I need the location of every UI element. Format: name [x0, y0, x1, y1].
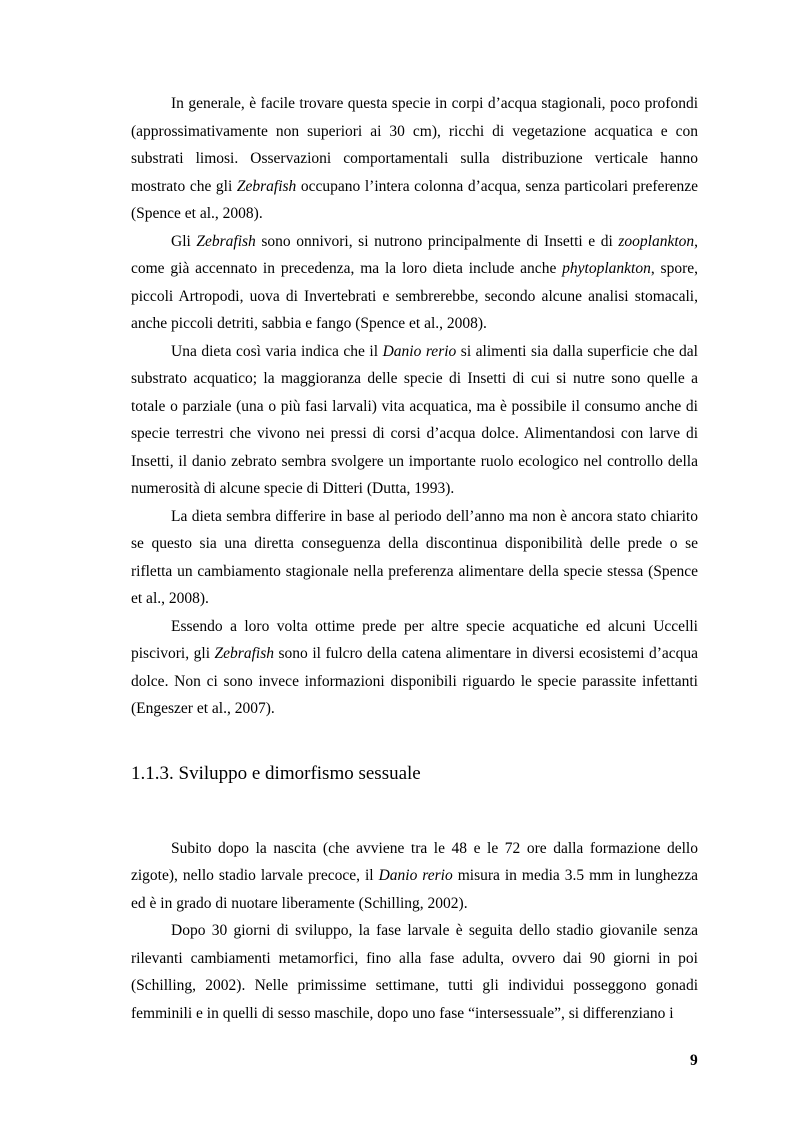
italic-term: phytoplankton: [562, 260, 651, 277]
italic-term: Zebrafish: [196, 232, 256, 250]
paragraph: [131, 835, 698, 918]
section-heading: 1.1.3. Sviluppo e dimorfismo sessuale: [131, 762, 421, 784]
italic-term: Zebrafish: [214, 645, 274, 662]
italic-term: zooplankton: [618, 232, 695, 250]
paragraph: [131, 228, 698, 338]
paragraph: [131, 917, 698, 1027]
text-run: Dopo 30 giorni di sviluppo, la fase larvale è seguita dello stadio giovanile senza rilevanti cambiamenti metamorfici, fino alla fase adulta, ovvero dai 90 giorni in poi (Schilling, 2002). Nelle primissime settimane, tutti gli individui posseggono gonadi femminili e in quelli di sesso maschile, dopo uno fase “intersessuale”, si differenziano i: [131, 922, 698, 1022]
text-run: , spore, piccoli Artropodi, uova di Invertebrati e sembrerebbe, secondo alcune analisi stomacali, anche piccoli detriti, sabbia e fango (Spence et al., 2008).: [131, 260, 698, 332]
paragraph: [131, 338, 698, 503]
paragraph: [131, 503, 698, 613]
text-run: si alimenti sia dalla superficie che dal substrato acquatico; la maggioranza delle specie di Insetti di cui si nutre sono quelle a totale o parziale (una o più fasi larvali) vita acquatica, ma è possibile il consumo anche di specie terrestri che vivono nei pressi di corsi d’acqua dolce. Alimentandosi con larve di Insetti, il danio zebrato sembra svolgere un importante ruolo ecologico nel controllo della numerosità di alcune specie di Ditteri (Dutta, 1993).: [131, 342, 698, 497]
text-run: Subito dopo la nascita (che avviene tra le 48 e le 72 ore dalla formazione dello zigote), nello stadio larvale precoce, il: [131, 839, 698, 884]
page-body: [131, 90, 698, 1027]
page-number: 9: [690, 1052, 698, 1069]
text-run: sono onnivori, si nutrono principalmente di Insetti e di: [255, 232, 619, 250]
paragraphs-after: [131, 835, 698, 1028]
italic-term: Danio rerio: [382, 342, 457, 360]
italic-term: Danio rerio: [378, 867, 453, 884]
text-run: misura in media 3.5 mm in lunghezza ed è in grado di nuotare liberamente (Schilling, 2002).: [131, 867, 698, 912]
text-run: La dieta sembra differire in base al periodo dell’anno ma non è ancora stato chiarito se questo sia una diretta conseguenza della discontinua disponibilità delle prede o se rifletta un cambiamento stagionale nella preferenza alimentare della specie stessa (Spence et al., 2008).: [131, 507, 698, 607]
paragraphs-before: [131, 90, 698, 723]
text-run: In generale, è facile trovare questa specie in corpi d’acqua stagionali, poco profondi (approssimativamente non superiori ai 30 cm), ricchi di vegetazione acquatica e con substrati limosi. Osservazioni comportamentali sulla distribuzione verticale hanno mostrato che gli: [131, 95, 698, 195]
text-run: sono il fulcro della catena alimentare in diversi ecosistemi d’acqua dolce. Non ci sono invece informazioni disponibili riguardo le specie parassite infettanti (Engeszer et al., 2007).: [131, 645, 698, 717]
italic-term: Zebrafish: [236, 177, 297, 195]
text-run: , come già accennato in precedenza, ma la loro dieta include anche: [131, 232, 699, 277]
text-run: occupano l’intera colonna d’acqua, senza particolari preferenze (Spence et al., 2008).: [131, 177, 698, 222]
paragraph: [131, 613, 698, 723]
text-run: Gli: [171, 232, 197, 250]
text-run: Essendo a loro volta ottime prede per altre specie acquatiche ed alcuni Uccelli piscivori, gli: [131, 617, 698, 662]
text-run: Una dieta così varia indica che il: [171, 342, 383, 360]
paragraph: [131, 90, 698, 228]
